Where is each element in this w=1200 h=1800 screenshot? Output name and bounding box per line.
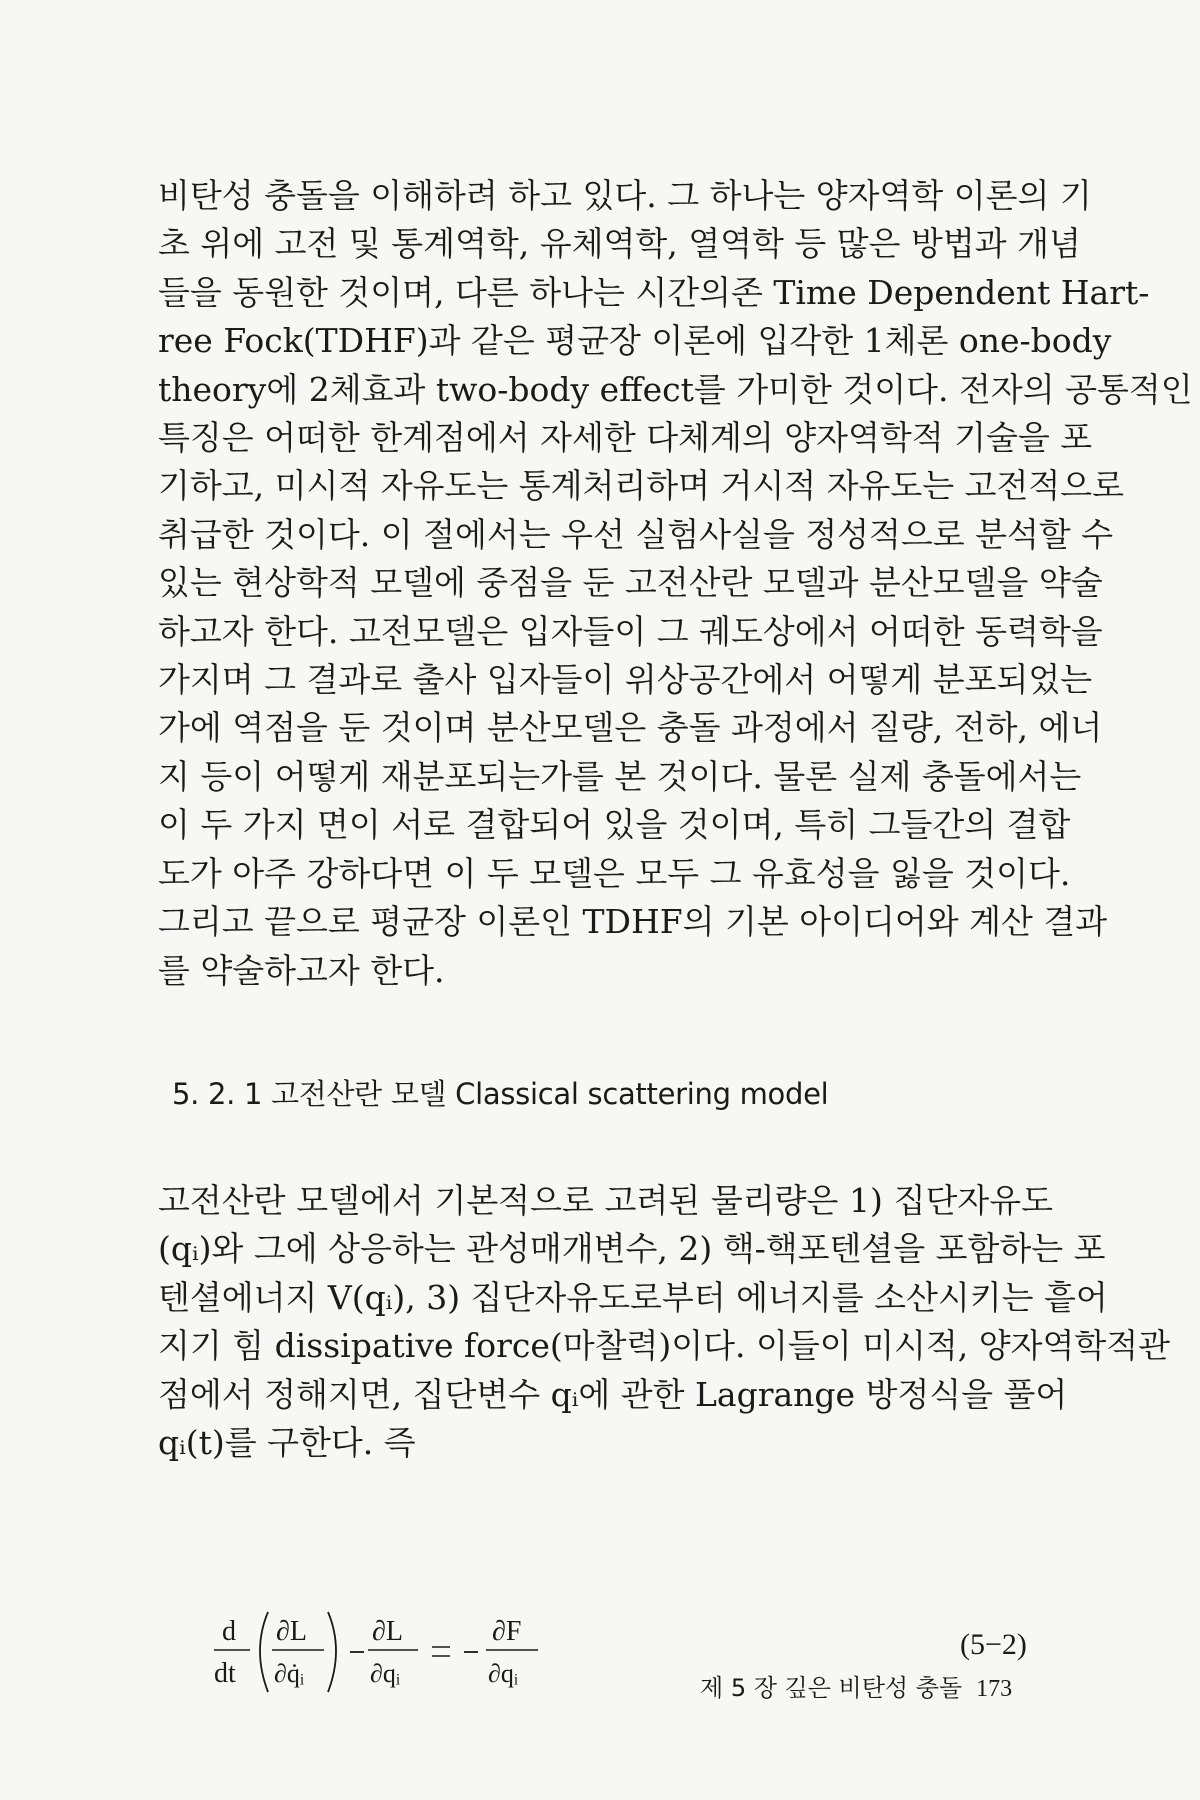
equation-number: (5−2) (960, 1628, 1027, 1661)
text-line: 도가 아주 강하다면 이 두 모델은 모두 그 유효성을 잃을 것이다. (158, 853, 1071, 893)
text-line: 가지며 그 결과로 출사 입자들이 위상공간에서 어떻게 분포되었는 (158, 660, 1093, 700)
text-line: 고전산란 모델에서 기본적으로 고려된 물리량은 1) 집단자유도 (158, 1181, 1053, 1220)
text-line: 취급한 것이다. 이 절에서는 우선 실험사실을 정성적으로 분석할 수 (158, 514, 1114, 554)
text-line: 들을 동원한 것이며, 다른 하나는 시간의존 Time Dependent Hart- (158, 272, 1150, 312)
text-line: 지 등이 어떻게 재분포되는가를 본 것이다. 물론 실제 충돌에서는 (158, 756, 1082, 796)
text-line: 지기 힘 dissipative force(마찰력)이다. 이들이 미시적, 양자역학적관 (158, 1326, 1170, 1366)
text-line: theory에 2체효과 two-body effect를 가미한 것이다. 전자의 공통적인 (158, 369, 1193, 409)
eq-dL-2: ∂L (372, 1616, 403, 1647)
eq-d: d (222, 1616, 236, 1647)
left-paren (260, 1612, 268, 1692)
text-line: 기하고, 미시적 자유도는 통계처리하며 거시적 자유도는 고전적으로 (158, 466, 1125, 506)
eq-dF: ∂F (492, 1616, 522, 1647)
section-heading: 5. 2. 1 고전산란 모델 Classical scattering model (172, 1077, 829, 1111)
text-line: 비탄성 충돌을 이해하려 하고 있다. 그 하나는 양자역학 이론의 기 (158, 176, 1092, 215)
eq-dqdot: ∂q̇ᵢ (274, 1659, 305, 1688)
text-line: 를 약술하고자 한다. (158, 950, 445, 990)
eq-dq: ∂qᵢ (370, 1659, 401, 1688)
page-number: 173 (976, 1676, 1013, 1702)
body-paragraph (158, 172, 1193, 995)
text-line: qᵢ(t)를 구한다. 즉 (158, 1423, 416, 1463)
eq-dt: dt (214, 1658, 236, 1689)
text-line: 하고자 한다. 고전모델은 입자들이 그 궤도상에서 어떠한 동력학을 (158, 611, 1103, 651)
page-footer (700, 1668, 1012, 1703)
chapter-title: 제 5 장 깊은 비탄성 충돌 (700, 1674, 963, 1702)
eq-dq-2: ∂qᵢ (488, 1659, 519, 1688)
text-line: 이 두 가지 면이 서로 결합되어 있을 것이며, 특히 그들간의 결합 (158, 805, 1071, 845)
text-line: 텐셜에너지 V(qᵢ), 3) 집단자유도로부터 에너지를 소산시키는 흩어 (158, 1277, 1108, 1317)
text-line: 특징은 어떠한 한계점에서 자세한 다체계의 양자역학적 기술을 포 (158, 418, 1093, 458)
text-line: 있는 현상학적 모델에 중점을 둔 고전산란 모델과 분산모델을 약술 (158, 563, 1103, 603)
body-paragraph-second (158, 1177, 1170, 1467)
text-line: 가에 역점을 둔 것이며 분산모델은 충돌 과정에서 질량, 전하, 에너 (158, 708, 1103, 748)
text-line: ree Fock(TDHF)과 같은 평균장 이론에 입각한 1체론 one-body (158, 321, 1112, 361)
text-line: 그리고 끝으로 평균장 이론인 TDHF의 기본 아이디어와 계산 결과 (158, 902, 1108, 942)
text-line: (qᵢ)와 그에 상응하는 관성매개변수, 2) 핵-핵포텐셜을 포함하는 포 (158, 1229, 1106, 1269)
right-paren (328, 1612, 336, 1692)
text-line: 점에서 정해지면, 집단변수 qᵢ에 관한 Lagrange 방정식을 풀어 (158, 1374, 1068, 1414)
text-line: 초 위에 고전 및 통계역학, 유체역학, 열역학 등 많은 방법과 개념 (158, 224, 1081, 264)
eq-dL: ∂L (276, 1616, 307, 1647)
